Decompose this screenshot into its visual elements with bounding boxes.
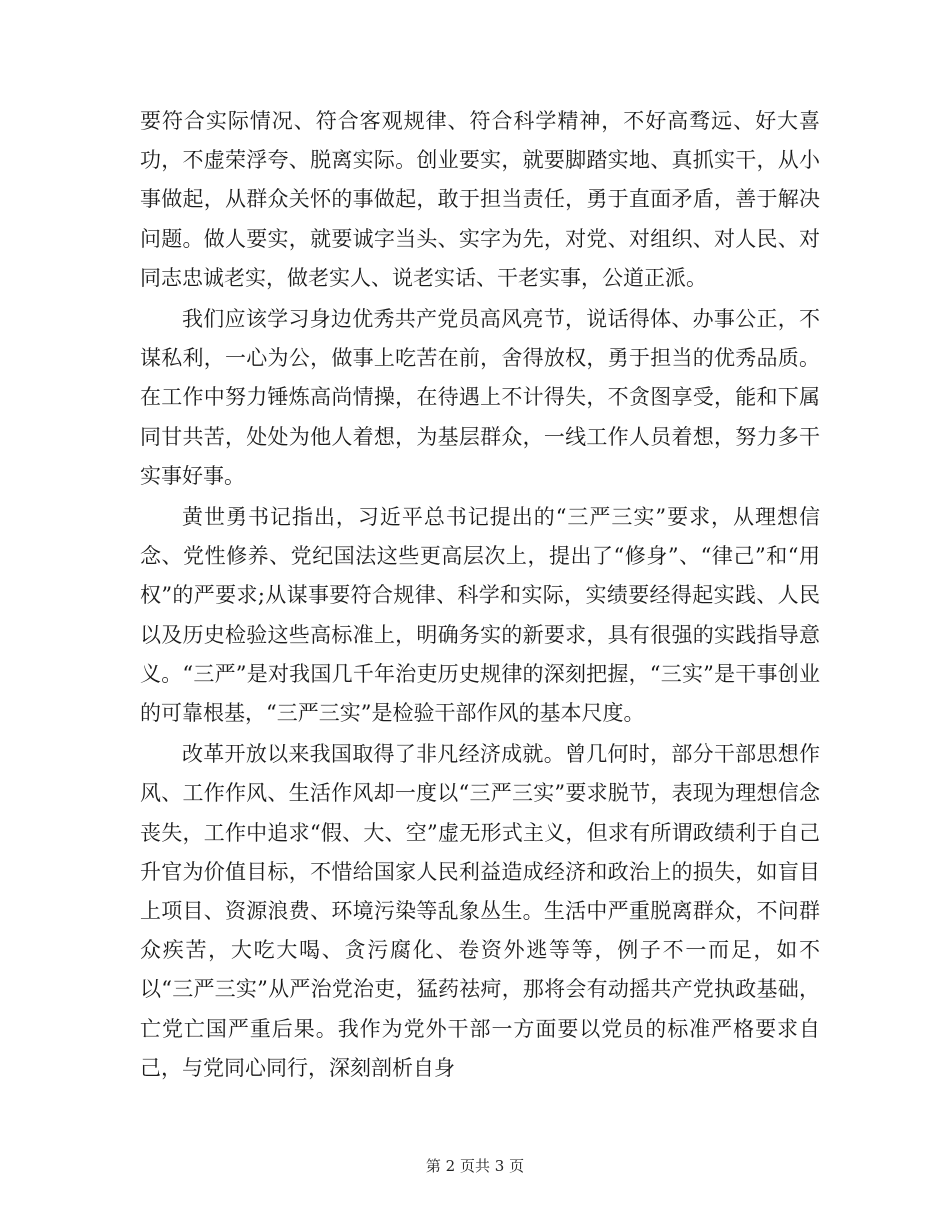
paragraph-three-stricts: 黄世勇书记指出，习近平总书记提出的“三严三实”要求，从理想信念、党性修养、党纪国法这些更高层次上，提出了“修身”、“律己”和“用权”的严要求;从谋事要符合规律、科学和实际，实绩要经得起实践、人民以及历史检验这些高标准上，明确务实的新要求，具有很强的实践指导意义。“三严”是对我国几千年治吏历史规律的深刻把握，“三实”是干事创业的可靠根基，“三严三实”是检验干部作风的基本尺度。 bbox=[140, 505, 820, 726]
paragraph-reform: 改革开放以来我国取得了非凡经济成就。曾几何时，部分干部思想作风、工作作风、生活作风却一度以“三严三实”要求脱节，表现为理想信念丧失，工作中追求“假、大、空”虚无形式主义，但求有所谓政绩利于自己升官为价值目标，不惜给国家人民利益造成经济和政治上的损失，如盲目上项目、资源浪费、环境污染等乱象丛生。生活中严重脱离群众，不问群众疾苦，大吃大喝、贪污腐化、卷资外逃等等，例子不一而足，如不以“三严三实”从严治党治吏，猛药祛疴，那将会有动摇共产党执政基础，亡党亡国严重后果。我作为党外干部一方面要以党员的标准严格要求自己，与党同心同行，深刻剖析自身 bbox=[140, 742, 820, 1080]
paragraph-continuation: 要符合实际情况、符合客观规律、符合科学精神，不好高骛远、好大喜功，不虚荣浮夸、脱离实际。创业要实，就要脚踏实地、真抓实干，从小事做起，从群众关怀的事做起，敢于担当责任，勇于直面矛盾，善于解决问题。做人要实，就要诚字当头、实字为先，对党、对组织、对人民、对同志忠诚老实，做老实人、说老实话、干老实事，公道正派。 bbox=[140, 109, 820, 290]
document-body bbox=[140, 102, 820, 1090]
page-number-footer: 第 2 页共 3 页 bbox=[425, 1157, 525, 1175]
paragraph-party-members: 我们应该学习身边优秀共产党员高风亮节，说话得体、办事公正，不谋私利，一心为公，做事上吃苦在前，舍得放权，勇于担当的优秀品质。在工作中努力锤炼高尚情操，在待遇上不计得失，不贪图享受，能和下属同甘共苦，处处为他人着想，为基层群众，一线工作人员着想，努力多干实事好事。 bbox=[140, 307, 820, 488]
